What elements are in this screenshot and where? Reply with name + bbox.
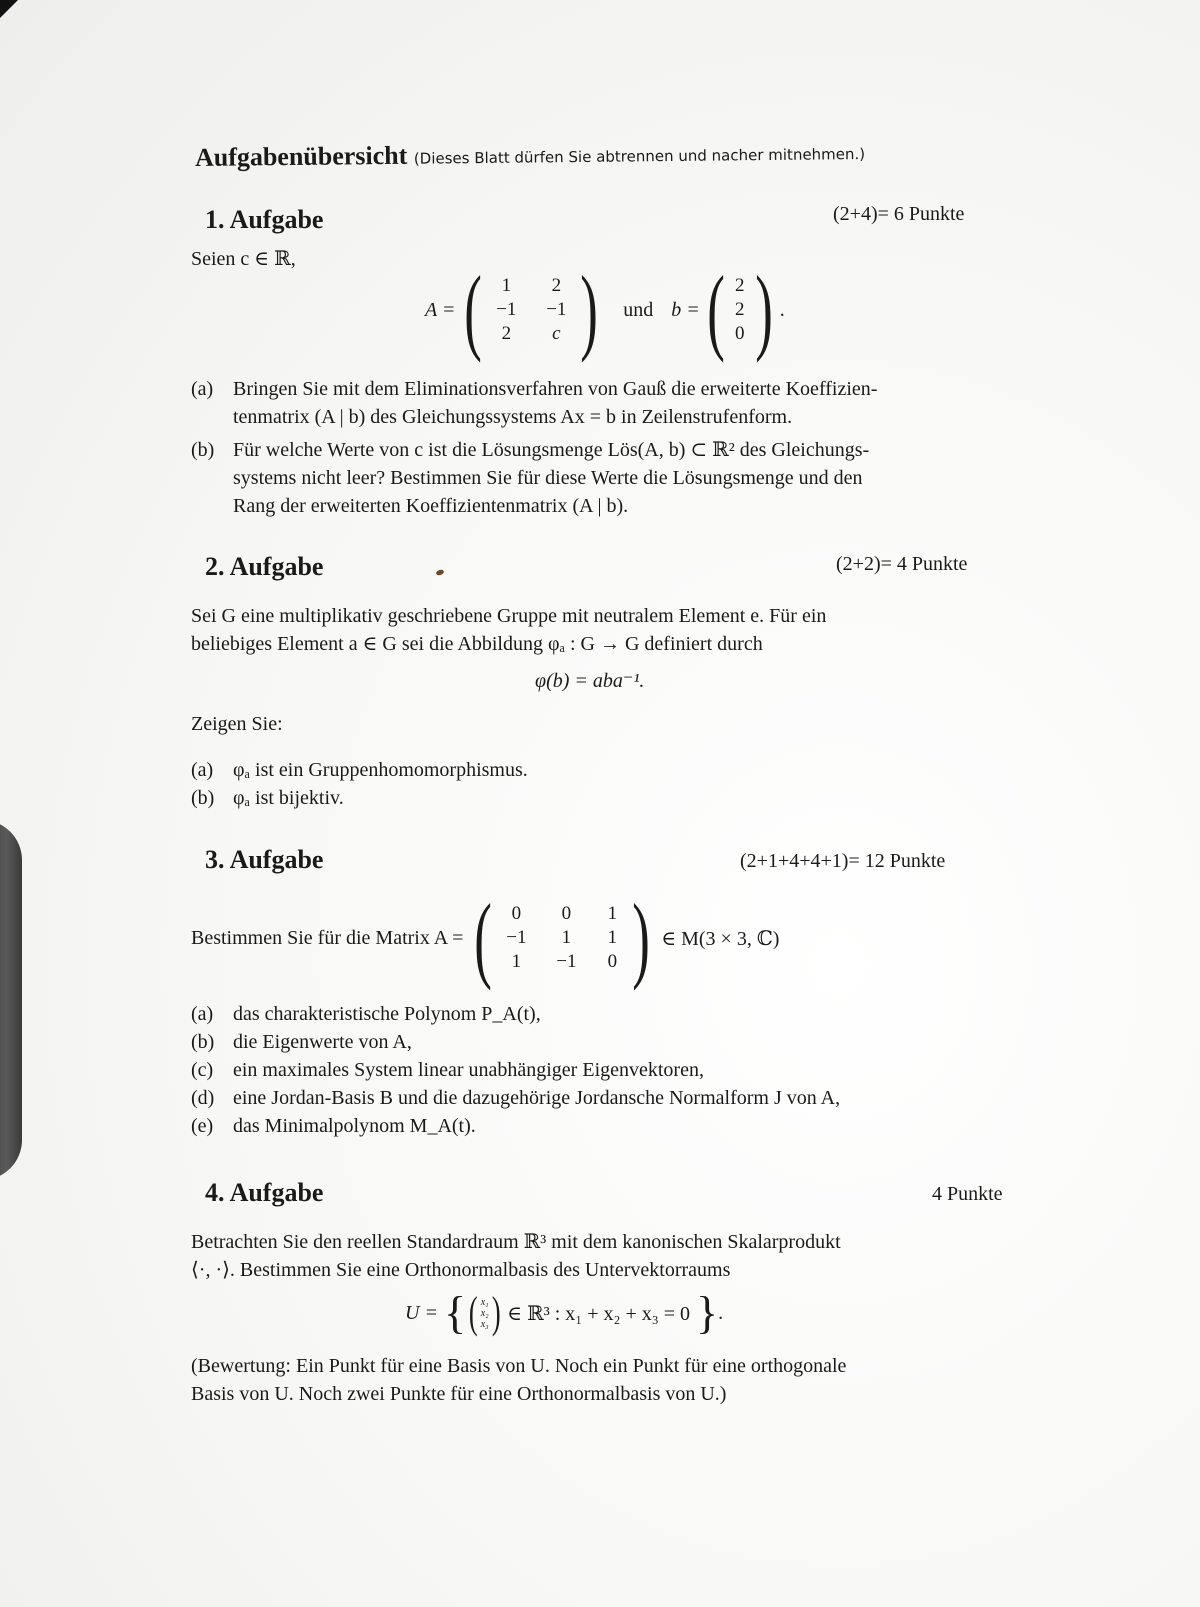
task1-matrix-block xyxy=(425,256,785,363)
matrix-left-paren: ( xyxy=(464,256,483,363)
item-tag: (a) xyxy=(191,378,214,400)
task1-b-line3: Rang der erweiterten Koeffizientenmatrix (A | b). xyxy=(233,495,629,517)
matrix-cell: −1 xyxy=(556,951,577,972)
binder-edge xyxy=(0,820,22,1180)
task2-a-text: φₐ ist ein Gruppenhomomorphismus. xyxy=(233,759,528,781)
title-note: (Dieses Blatt dürfen Sie abtrennen und nacher mitnehmen.) xyxy=(413,144,866,168)
vector-left-paren: ( xyxy=(468,1288,478,1337)
matrix-cell: 1 xyxy=(607,903,618,924)
task2-b-text: φₐ ist bijektiv. xyxy=(233,787,344,809)
matrix-cell: −1 xyxy=(496,299,517,320)
item-tag: (e) xyxy=(191,1115,214,1137)
matrix-cell: 0 xyxy=(607,951,618,972)
task2-points: (2+2)= 4 Punkte xyxy=(836,553,968,575)
vector-right-paren: ) xyxy=(491,1288,501,1337)
matrix-cell: −1 xyxy=(506,927,527,948)
task4-text xyxy=(191,1228,841,1284)
matrix-cell: 1 xyxy=(561,927,572,948)
list-item xyxy=(191,1028,840,1056)
task3-matrix xyxy=(499,903,625,973)
matrix-cell: 0 xyxy=(561,903,572,924)
item-text: das Minimalpolynom M_A(t). xyxy=(233,1115,476,1137)
task1-and: und xyxy=(623,298,654,321)
task3-points: (2+1+4+4+1)= 12 Punkte xyxy=(740,850,946,872)
task1-part-b xyxy=(191,436,869,520)
vector-cell: x₁ xyxy=(480,1296,489,1308)
vector-cell: 2 xyxy=(735,275,745,296)
item-tag: (a) xyxy=(191,1003,214,1025)
matrix-right-paren: ) xyxy=(632,884,651,991)
task4-set xyxy=(405,1287,724,1338)
task1-a-line2: tenmatrix (A | b) des Gleichungssystems Ax = b in Zeilenstrufenform. xyxy=(233,406,793,428)
task4-set-label: U = xyxy=(405,1301,438,1324)
task3-matrix-block xyxy=(191,884,780,991)
task1-vector-label: b = xyxy=(671,298,700,321)
task1-a-line1: Bringen Sie mit dem Eliminationsverfahren von Gauß die erweiterte Koeffizien- xyxy=(233,378,878,400)
task4-line1: Betrachten Sie den reellen Standardraum ℝ³ mit dem kanonischen Skalarprodukt xyxy=(191,1231,841,1253)
item-tag: (b) xyxy=(191,787,215,809)
task4-line2: ⟨·, ·⟩. Bestimmen Sie eine Orthonormalbasis des Untervektorraums xyxy=(191,1259,731,1281)
matrix-cell: 2 xyxy=(551,275,562,296)
task1-matrix xyxy=(489,275,573,345)
task1-intro: Seien c ∈ ℝ, xyxy=(191,248,296,270)
task1-points: (2+4)= 6 Punkte xyxy=(833,203,965,225)
task4-grading2: Basis von U. Noch zwei Punkte für eine Orthonormalbasis von U.) xyxy=(191,1383,727,1405)
task1-part-a xyxy=(191,375,877,431)
matrix-left-paren: ( xyxy=(474,884,493,991)
matrix-cell: 1 xyxy=(501,275,512,296)
task4-points: 4 Punkte xyxy=(932,1183,1003,1205)
task1-vector xyxy=(732,275,748,345)
vector-left-paren: ( xyxy=(706,256,725,363)
list-item xyxy=(191,1112,840,1140)
task3-intro: Bestimmen Sie für die Matrix A = xyxy=(191,926,464,949)
matrix-cell: 0 xyxy=(511,903,522,924)
item-tag: (c) xyxy=(191,1059,214,1081)
list-item xyxy=(191,1056,840,1084)
matrix-cell: 1 xyxy=(607,927,618,948)
item-text: das charakteristische Polynom P_A(t), xyxy=(233,1003,541,1025)
task4-set-condition: ∈ ℝ³ : x₁ + x₂ + x₃ = 0 xyxy=(507,1302,691,1325)
task4-set-vector xyxy=(481,1297,489,1330)
item-text: ein maximales System linear unabhängiger Eigenvektoren, xyxy=(233,1059,704,1081)
task1-heading: 1. Aufgabe xyxy=(205,205,324,234)
corner-mark xyxy=(0,0,18,18)
list-item xyxy=(191,1000,840,1028)
vector-cell: 2 xyxy=(735,299,745,320)
list-item xyxy=(191,1084,840,1112)
task2-show: Zeigen Sie: xyxy=(191,713,283,735)
task1-b-line1: Für welche Werte von c ist die Lösungsmenge Lös(A, b) ⊂ ℝ² des Gleichungs- xyxy=(233,439,870,461)
task3-heading: 3. Aufgabe xyxy=(205,845,324,874)
vector-cell: x₂ xyxy=(480,1307,489,1319)
task1-vector-end: . xyxy=(779,298,785,321)
task4-grading xyxy=(191,1352,846,1408)
task2-line1: Sei G eine multiplikativ geschriebene Gruppe mit neutralem Element e. Für ein xyxy=(191,605,827,627)
task2-formula: φ(b) = aba⁻¹. xyxy=(535,670,645,692)
task4-set-end: . xyxy=(718,1301,724,1324)
matrix-right-paren: ) xyxy=(580,256,599,363)
task3-list xyxy=(191,1000,840,1140)
task2-line2: beliebiges Element a ∈ G sei die Abbildung φₐ : G → G definiert durch xyxy=(191,633,763,655)
matrix-cell: c xyxy=(552,323,561,344)
task2-heading: 2. Aufgabe xyxy=(205,552,324,581)
task2-text xyxy=(191,602,826,658)
task2-parts xyxy=(191,756,528,812)
item-text: die Eigenwerte von A, xyxy=(233,1031,412,1053)
matrix-cell: −1 xyxy=(546,299,567,320)
vector-cell: x₃ xyxy=(480,1318,489,1330)
task3-member: ∈ M(3 × 3, ℂ) xyxy=(661,927,780,950)
item-tag: (a) xyxy=(191,759,214,781)
item-tag: (d) xyxy=(191,1087,215,1109)
task4-grading1: (Bewertung: Ein Punkt für eine Basis von U. Noch ein Punkt für eine orthogonale xyxy=(191,1355,847,1377)
vector-cell: 0 xyxy=(735,323,745,344)
task4-heading: 4. Aufgabe xyxy=(205,1178,324,1207)
left-brace: { xyxy=(443,1287,467,1338)
task1-matrix-label: A = xyxy=(425,298,456,321)
task1-b-line2: systems nicht leer? Bestimmen Sie für diese Werte die Lösungsmenge und den xyxy=(233,467,863,489)
item-text: eine Jordan-Basis B und die dazugehörige Jordansche Normalform J von A, xyxy=(233,1087,841,1109)
right-brace: } xyxy=(696,1287,719,1338)
item-tag: (b) xyxy=(191,1031,215,1053)
title-text: Aufgabenübersicht xyxy=(194,140,408,172)
item-tag: (b) xyxy=(191,439,215,461)
matrix-cell: 1 xyxy=(511,951,522,972)
matrix-cell: 2 xyxy=(501,323,512,344)
vector-right-paren: ) xyxy=(754,256,773,363)
